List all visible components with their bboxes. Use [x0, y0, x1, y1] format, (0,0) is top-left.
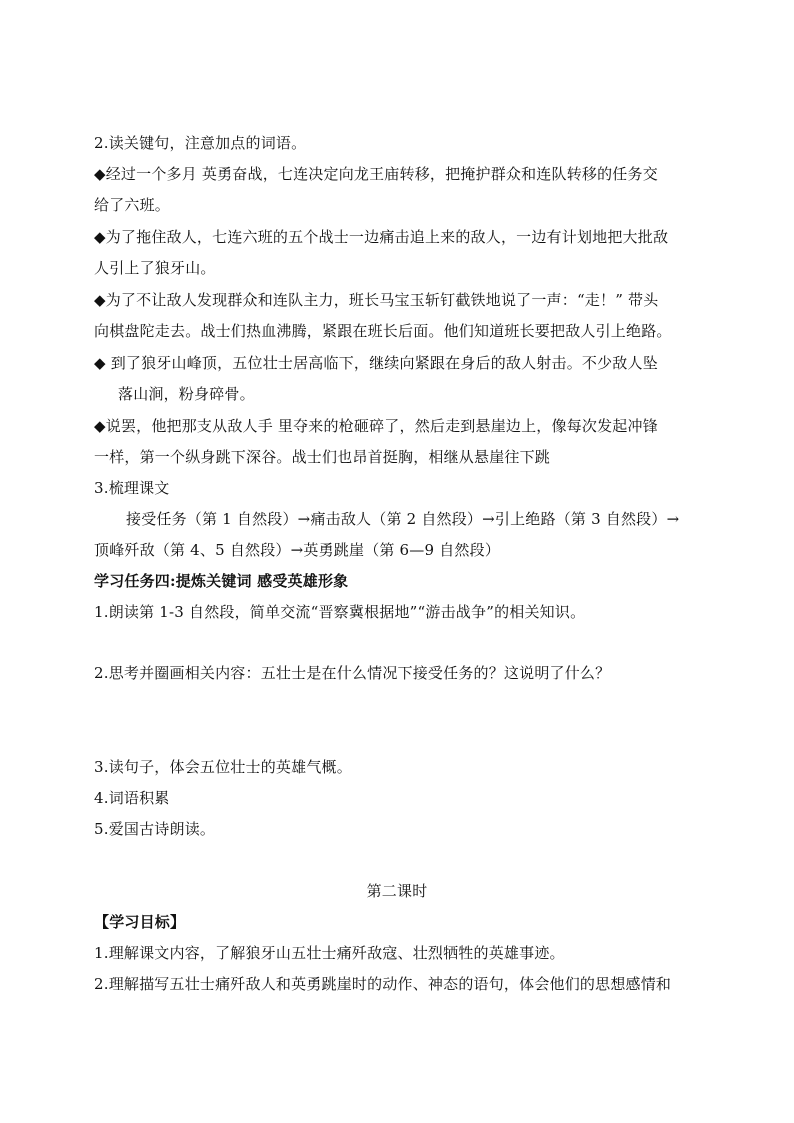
key-sentence-4-line-2: 落山涧，粉身碎骨。 — [118, 385, 255, 403]
lesson2-title: 第二课时 — [366, 882, 428, 900]
outline-line-1: 接受任务（第 1 自然段）→痛击敌人（第 2 自然段）→引上绝路（第 3 自然段）→ — [126, 510, 680, 528]
key-sentence-5-line-2: 一样，第一个纵身跳下深谷。战士们也昂首挺胸，相继从悬崖往下跳 — [94, 448, 551, 466]
objective-1: 1.理解课文内容，了解狼牙山五壮士痛歼敌寇、壮烈牺牲的英雄事迹。 — [94, 944, 565, 962]
objectives-heading: 【学习目标】 — [94, 913, 186, 931]
reading-heading: 2.读关键句，注意加点的词语。 — [94, 134, 307, 152]
key-sentence-2-line-1: ◆为了拖住敌人，七连六班的五个战士一边痛击追上来的敌人，一边有计划地把大批敌 — [94, 228, 669, 246]
objective-2: 2.理解描写五壮士痛歼敌人和英勇跳崖时的动作、神态的语句，体会他们的思想感情和 — [94, 975, 672, 993]
task4-item-5: 5.爱国古诗朗读。 — [94, 820, 216, 838]
key-sentence-1-line-1: ◆经过一个多月 英勇奋战，七连决定向龙王庙转移，把掩护群众和连队转移的任务交 — [94, 165, 658, 183]
task4-heading: 学习任务四:提炼关键词 感受英雄形象 — [94, 572, 349, 590]
outline-heading: 3.梳理课文 — [94, 479, 170, 497]
task4-item-2: 2.思考并圈画相关内容：五壮士是在什么情况下接受任务的？这说明了什么？ — [94, 664, 611, 682]
task4-item-3: 3.读句子，体会五位壮士的英雄气概。 — [94, 758, 352, 776]
key-sentence-2-line-2: 人引上了狼牙山。 — [94, 259, 216, 277]
key-sentence-4-line-1: ◆ 到了狼牙山峰顶，五位壮士居高临下，继续向紧跟在身后的敌人射击。不少敌人坠 — [94, 354, 658, 372]
key-sentence-1-line-2: 给了六班。 — [94, 196, 171, 214]
task4-item-4: 4.词语积累 — [94, 789, 170, 807]
key-sentence-3-line-1: ◆为了不让敌人发现群众和连队主力，班长马宝玉斩钉截铁地说了一声：“走！” 带头 — [94, 291, 659, 309]
key-sentence-5-line-1: ◆说罢，他把那支从敌人手 里夺来的枪砸碎了，然后走到悬崖边上，像每次发起冲锋 — [94, 417, 658, 435]
key-sentence-3-line-2: 向棋盘陀走去。战士们热血沸腾，紧跟在班长后面。他们知道班长要把敌人引上绝路。 — [94, 322, 672, 340]
outline-line-2: 顶峰歼敌（第 4、5 自然段）→英勇跳崖（第 6—9 自然段） — [94, 541, 501, 559]
task4-item-1: 1.朗读第 1-3 自然段，简单交流“晋察冀根据地”“游击战争”的相关知识。 — [94, 603, 586, 621]
